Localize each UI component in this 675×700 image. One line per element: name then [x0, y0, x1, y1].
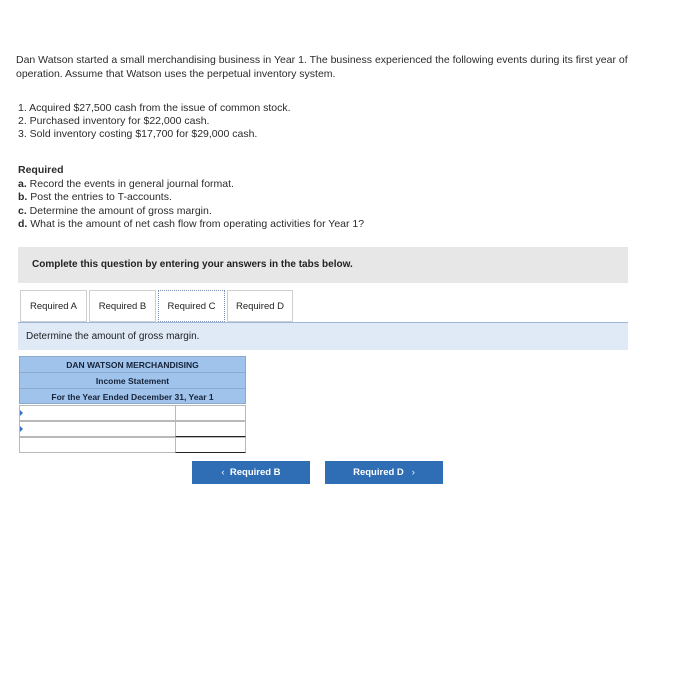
- statement-row: [19, 437, 246, 453]
- tab-required-a[interactable]: Required A: [20, 290, 87, 322]
- required-letter: c.: [18, 204, 27, 217]
- dropdown-marker-icon: [20, 410, 23, 416]
- required-text: Determine the amount of gross margin.: [26, 204, 212, 217]
- event-item: 3. Sold inventory costing $17,700 for $29,000 cash.: [18, 128, 258, 140]
- tab-required-c[interactable]: Required C: [158, 290, 225, 322]
- required-section: [18, 164, 364, 232]
- prev-button-label: Required B: [229, 467, 281, 478]
- row-label-cell[interactable]: [19, 421, 176, 437]
- row-label-input[interactable]: [20, 441, 175, 455]
- chevron-left-icon: ‹: [221, 467, 225, 478]
- chevron-right-icon: ›: [411, 467, 415, 478]
- row-amount-input[interactable]: [176, 441, 245, 455]
- tab-required-d[interactable]: Required D: [227, 290, 293, 322]
- statement-company: DAN WATSON MERCHANDISING: [19, 356, 246, 372]
- event-item: 2. Purchased inventory for $22,000 cash.: [18, 115, 210, 127]
- required-item-c: [18, 205, 364, 219]
- instruction-banner: Complete this question by entering your answers in the tabs below.: [18, 247, 628, 283]
- tab-panel-prompt: Determine the amount of gross margin.: [18, 323, 628, 350]
- event-item: 1. Acquired $27,500 cash from the issue of common stock.: [18, 102, 291, 114]
- row-label-cell[interactable]: [19, 405, 176, 421]
- required-text: Record the events in general journal format.: [26, 177, 234, 190]
- events-list: [18, 102, 291, 141]
- required-item-b: [18, 191, 364, 205]
- required-letter: a.: [18, 177, 27, 190]
- next-required-d-button[interactable]: [325, 461, 443, 484]
- required-letter: d.: [18, 218, 28, 230]
- next-button-label: Required D: [353, 467, 404, 478]
- required-item-d: [18, 218, 364, 232]
- dropdown-marker-icon: [20, 426, 23, 432]
- statement-period: For the Year Ended December 31, Year 1: [19, 388, 246, 404]
- required-letter: b.: [18, 191, 28, 203]
- statement-title: Income Statement: [19, 372, 246, 388]
- required-text: Post the entries to T-accounts.: [27, 191, 172, 203]
- required-title: Required: [18, 164, 64, 176]
- row-amount-cell[interactable]: [175, 421, 246, 437]
- row-amount-cell[interactable]: [175, 437, 246, 453]
- required-text: What is the amount of net cash flow from operating activities for Year 1?: [27, 218, 365, 230]
- statement-row: [19, 405, 246, 421]
- required-item-a: [18, 178, 364, 192]
- tab-required-b[interactable]: Required B: [89, 290, 156, 322]
- statement-row: [19, 421, 246, 437]
- row-label-cell[interactable]: [19, 437, 176, 453]
- problem-intro: Dan Watson started a small merchandising business in Year 1. The business experienced the following events during its first year of operation. Assume that Watson uses the perpetual inventory system.: [16, 54, 628, 80]
- prev-required-b-button[interactable]: [192, 461, 310, 484]
- row-amount-cell[interactable]: [175, 405, 246, 421]
